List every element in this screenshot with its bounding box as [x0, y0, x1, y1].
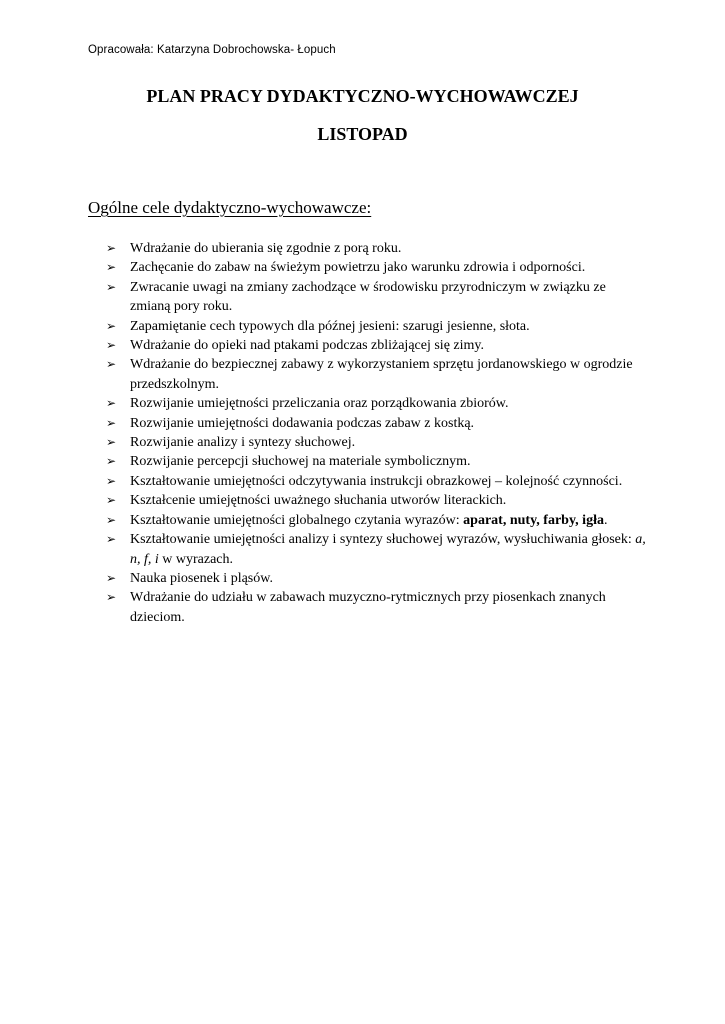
arrowhead-bullet-icon: ➢	[106, 415, 117, 430]
goal-text	[130, 416, 474, 431]
arrowhead-bullet-icon: ➢	[106, 493, 117, 508]
month-title: LISTOPAD	[317, 124, 408, 144]
document-title: PLAN PRACY DYDAKTYCZNO-WYCHOWAWCZEJ	[146, 86, 579, 106]
goal-item	[106, 588, 646, 627]
goal-text	[130, 241, 401, 256]
goal-text-segment: Wdrażanie do udziału w zabawach muzyczno-rytmicznych przy piosenkach znanych dzieciom.	[130, 590, 606, 625]
goal-text-segment: Zapamiętanie cech typowych dla późnej jesieni: szarugi jesienne, słota.	[130, 318, 530, 334]
goal-item	[106, 336, 646, 355]
arrowhead-bullet-icon: ➢	[106, 570, 117, 585]
goal-text-segment: Rozwijanie umiejętności dodawania podczas zabaw z kostką.	[130, 415, 475, 431]
goal-text	[130, 338, 484, 353]
arrowhead-bullet-icon: ➢	[106, 338, 117, 353]
goal-text-segment: Wdrażanie do ubierania się zgodnie z porą roku.	[130, 241, 402, 256]
arrowhead-bullet-icon: ➢	[106, 532, 117, 547]
goal-item	[106, 511, 646, 530]
arrowhead-bullet-icon: ➢	[106, 590, 117, 605]
goal-text	[130, 532, 646, 566]
goals-list	[106, 239, 646, 627]
goal-item	[106, 239, 646, 258]
goal-text-segment: Rozwijanie analizy i syntezy słuchowej.	[130, 435, 356, 451]
goal-text-segment: Kształtowanie umiejętności analizy i syntezy słuchowej wyrazów, wysłuchiwania głosek:	[130, 532, 636, 548]
arrowhead-bullet-icon: ➢	[106, 357, 117, 372]
goal-text	[130, 396, 509, 411]
goal-text	[130, 513, 607, 528]
goal-text-segment: Zwracanie uwagi na zmiany zachodzące w środowisku przyrodniczym w związku ze zmianą pory roku.	[130, 279, 606, 315]
goal-text-segment: .	[603, 512, 608, 528]
goal-item	[106, 569, 646, 588]
goal-item	[106, 355, 646, 394]
arrowhead-bullet-icon: ➢	[106, 454, 117, 469]
arrowhead-bullet-icon: ➢	[106, 318, 117, 333]
goal-text	[130, 590, 606, 624]
goal-item	[106, 414, 646, 433]
arrowhead-bullet-icon: ➢	[106, 435, 117, 450]
goal-text-segment: aparat, nuty, farby, igła	[463, 512, 604, 528]
arrowhead-bullet-icon: ➢	[106, 512, 117, 527]
goal-text	[130, 474, 622, 489]
goal-item	[106, 530, 646, 569]
goal-item	[106, 433, 646, 452]
author-line: Opracowała: Katarzyna Dobrochowska- Łopuch	[88, 44, 336, 56]
goal-text-segment: a, n, f, i	[130, 532, 646, 567]
goal-item	[106, 472, 646, 491]
goal-text-segment: Zachęcanie do zabaw na świeżym powietrzu jako warunku zdrowia i odporności.	[130, 260, 586, 276]
goal-text-segment: Wdrażanie do bezpiecznej zabawy z wykorzystaniem sprzętu jordanowskiego w ogrodzie przedszkolnym.	[130, 357, 633, 392]
goal-text	[130, 260, 585, 275]
goal-item	[106, 452, 646, 471]
goal-text	[130, 280, 606, 314]
goal-text-segment: Rozwijanie umiejętności przeliczania oraz porządkowania zbiorów.	[130, 396, 509, 412]
goal-text	[130, 454, 471, 469]
goal-item	[106, 491, 646, 510]
goal-item	[106, 278, 646, 317]
goals-heading: Ogólne cele dydaktyczno-wychowawcze:	[88, 198, 372, 217]
goal-text	[130, 493, 506, 508]
goal-text-segment: Rozwijanie percepcji słuchowej na materiale symbolicznym.	[130, 454, 471, 470]
goal-text-segment: Kształcenie umiejętności uważnego słuchania utworów literackich.	[130, 493, 507, 509]
arrowhead-bullet-icon: ➢	[106, 473, 117, 488]
goal-text-segment: w wyrazach.	[158, 551, 234, 567]
goal-text-segment: Nauka piosenek i pląsów.	[130, 570, 273, 586]
goal-text	[130, 571, 273, 586]
arrowhead-bullet-icon: ➢	[106, 279, 117, 294]
goal-text-segment: Kształtowanie umiejętności odczytywania instrukcji obrazkowej – kolejność czynności.	[130, 473, 623, 489]
goal-item	[106, 317, 646, 336]
goal-item	[106, 258, 646, 277]
goal-text	[130, 357, 633, 391]
goal-text	[130, 319, 530, 334]
goal-text-segment: Kształtowanie umiejętności globalnego czytania wyrazów:	[130, 512, 464, 528]
arrowhead-bullet-icon: ➢	[106, 396, 117, 411]
goal-text	[130, 435, 355, 450]
goal-text-segment: Wdrażanie do opieki nad ptakami podczas zbliżającej się zimy.	[130, 338, 484, 354]
goal-item	[106, 394, 646, 413]
arrowhead-bullet-icon: ➢	[106, 260, 117, 275]
arrowhead-bullet-icon: ➢	[106, 241, 117, 255]
